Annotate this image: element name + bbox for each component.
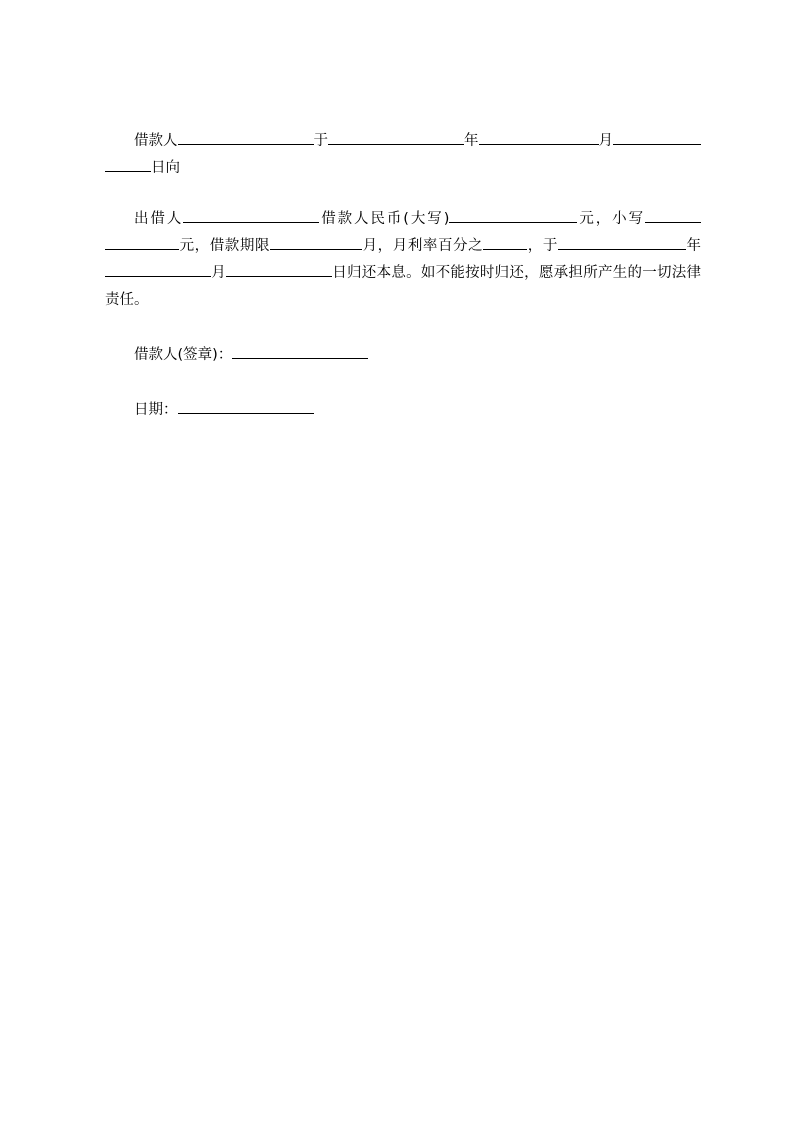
lender-name-blank[interactable] <box>183 208 319 223</box>
comma-on-label: ，于 <box>527 238 558 254</box>
on-label: 于 <box>313 133 328 149</box>
month-rate-label: 月，月利率百分之 <box>362 238 484 254</box>
date-label: 日期： <box>134 402 178 418</box>
signature-blank[interactable] <box>232 344 368 359</box>
signature-line <box>105 342 701 369</box>
borrower-label: 借款人 <box>134 133 178 149</box>
repay-year-label: 年 <box>685 238 702 254</box>
repay-day-blank[interactable] <box>226 262 332 277</box>
loan-year-blank[interactable] <box>328 130 464 145</box>
loan-day-blank-part1[interactable] <box>613 130 701 145</box>
lender-label: 出借人 <box>134 211 184 227</box>
loan-request-paragraph <box>105 128 701 182</box>
repay-month-label: 月 <box>211 265 227 281</box>
lend-amount-label: 借款人民币(大写) <box>319 211 450 227</box>
interest-rate-blank[interactable] <box>483 235 527 250</box>
date-blank[interactable] <box>178 399 314 414</box>
repay-month-blank[interactable] <box>105 262 211 277</box>
repay-year-blank[interactable] <box>558 235 686 250</box>
day-to-label: 日向 <box>151 160 180 176</box>
yuan-lowercase-label: 元，小写 <box>577 211 645 227</box>
amount-uppercase-blank[interactable] <box>449 208 577 223</box>
loan-month-blank[interactable] <box>479 130 599 145</box>
loan-term-blank[interactable] <box>270 235 362 250</box>
repay-commitment-text: 日归还本息。如不能按时归还，愿承担所产生的一切法律责任。 <box>105 265 702 308</box>
loan-terms-paragraph <box>105 206 701 314</box>
loan-note-document <box>105 128 701 424</box>
loan-day-blank-part2[interactable] <box>105 157 151 172</box>
year-label: 年 <box>464 133 479 149</box>
borrower-name-blank[interactable] <box>178 130 314 145</box>
signature-label: 借款人(签章)： <box>134 347 233 363</box>
amount-lowercase-blank-part1[interactable] <box>645 208 701 223</box>
amount-lowercase-blank-part2[interactable] <box>105 235 179 250</box>
yuan-term-label: 元，借款期限 <box>179 238 271 254</box>
date-line <box>105 397 701 424</box>
month-label: 月 <box>598 133 613 149</box>
